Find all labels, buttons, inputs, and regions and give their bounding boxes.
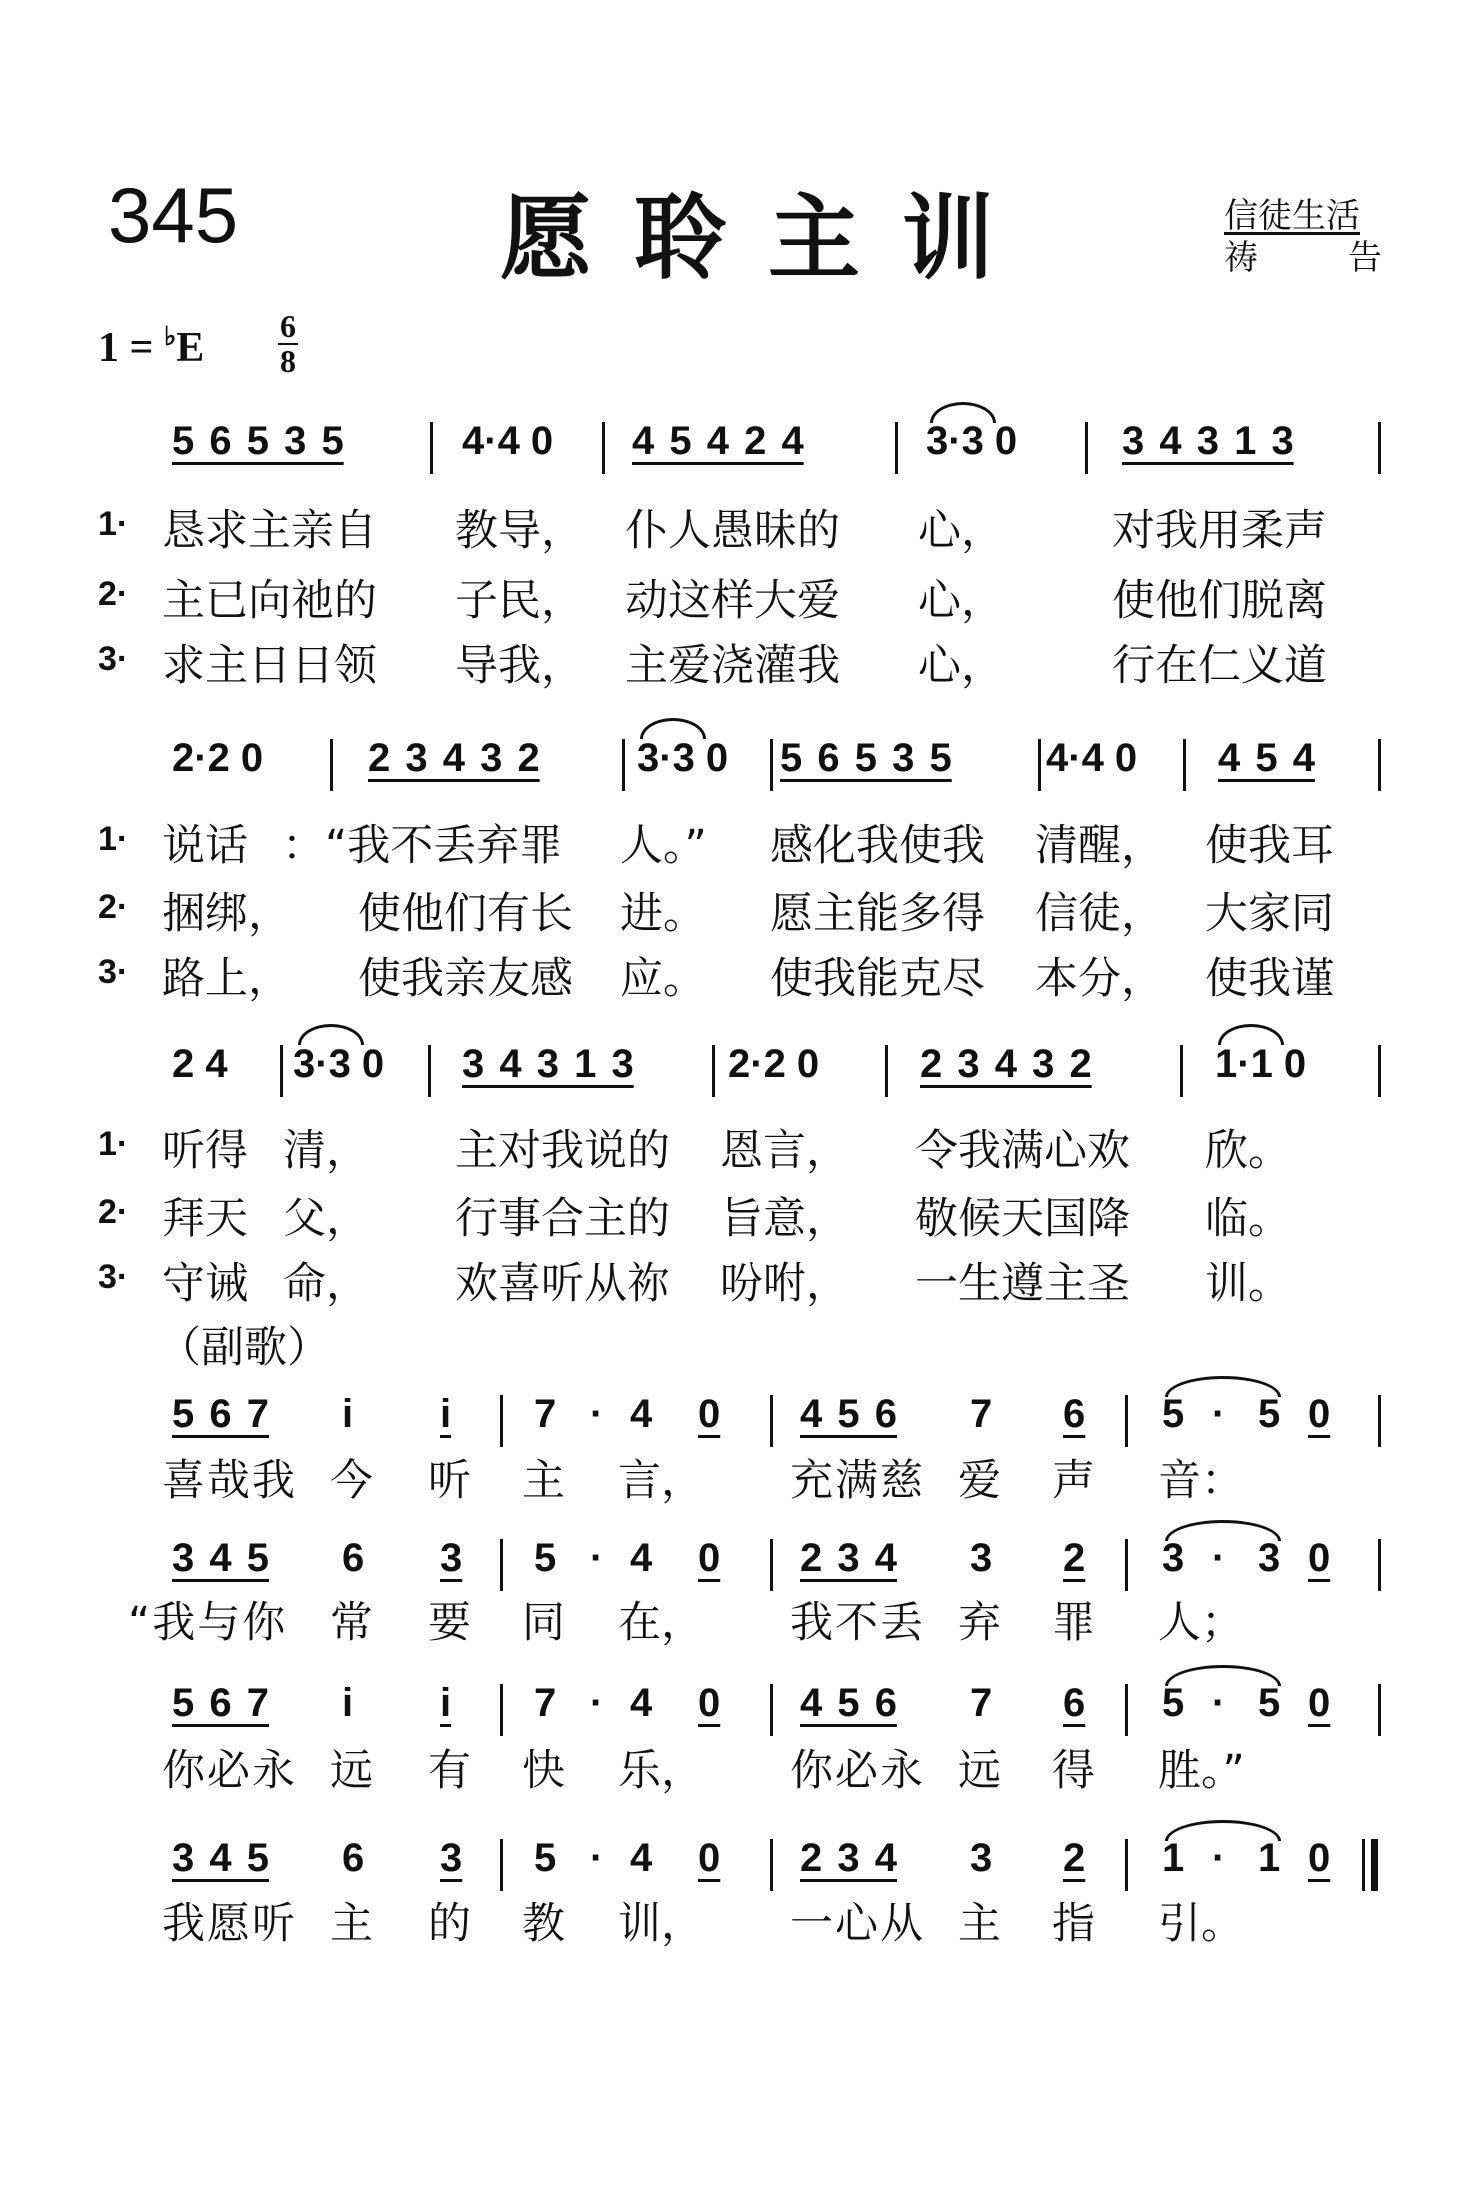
lyric-segment: 进。	[620, 889, 706, 939]
final-barline-thick	[1371, 1839, 1378, 1891]
lyric-segment: 爱	[958, 1456, 1001, 1506]
lyric-segment: 主	[330, 1899, 373, 1949]
flat-sign: ♭	[163, 322, 177, 351]
lyric-segment: 一生遵主圣	[915, 1259, 1130, 1309]
barline	[1125, 1684, 1128, 1736]
measure-notes: 2·2 0	[172, 736, 264, 780]
barline	[770, 1395, 773, 1447]
lyric-segment: 弃	[958, 1598, 1001, 1648]
measure-notes: 4·4 0	[1046, 736, 1138, 780]
lyric-segment: 求主日日领	[162, 641, 377, 691]
note: 4	[630, 1536, 653, 1580]
measure-notes: 5 6 7	[172, 1681, 269, 1725]
lyric-segment: 主已向祂的	[162, 576, 377, 626]
time-signature	[278, 310, 298, 378]
lyric-segment: 信徒，	[1035, 889, 1164, 939]
lyric-segment: 使他们有长	[358, 889, 573, 939]
lyric-segment: 清醒，	[1035, 821, 1164, 871]
lyric-segment: 我不丢	[790, 1598, 925, 1648]
lyric-segment: 教导，	[455, 506, 584, 556]
measure-notes: 1·1 0	[1215, 1042, 1307, 1086]
hymn-title: 愿聆主训	[500, 184, 1037, 292]
barline	[1125, 1395, 1128, 1447]
measure-notes: 2·2 0	[728, 1042, 820, 1086]
lyric-segment: 子民，	[455, 576, 584, 626]
lyric-segment: 要	[428, 1598, 471, 1648]
note: 7	[534, 1392, 557, 1436]
barline	[500, 1684, 503, 1736]
lyric-segment: 你必永	[790, 1746, 925, 1796]
note: 5	[1162, 1392, 1185, 1436]
hymn-subcategory	[1224, 230, 1382, 279]
lyric-segment: 对我用柔声	[1112, 506, 1327, 556]
note: i	[440, 1392, 452, 1436]
lyric-segment: 言，	[618, 1456, 704, 1506]
note: 5	[534, 1836, 557, 1880]
note: 6	[342, 1836, 365, 1880]
lyric-segment: 敬候天国降	[915, 1194, 1130, 1244]
lyric-segment: 听得	[162, 1126, 248, 1176]
lyric-segment: “我与你	[128, 1598, 288, 1648]
note: 0	[1308, 1681, 1331, 1725]
lyric-segment: 的	[428, 1899, 471, 1949]
barline	[330, 739, 333, 791]
barline	[770, 1539, 773, 1591]
note: 3	[1162, 1536, 1185, 1580]
lyric-segment: 一心从	[790, 1899, 925, 1949]
measure-notes: 3 4 3 1 3	[1122, 419, 1294, 463]
note: 0	[1308, 1836, 1331, 1880]
note: 3	[1258, 1536, 1281, 1580]
lyric-segment: 主爱浇灌我	[625, 641, 840, 691]
verse-number: 3·	[98, 640, 129, 678]
note: 0	[698, 1536, 721, 1580]
refrain-label: （副歌）	[158, 1323, 330, 1373]
lyric-segment: 吩咐，	[720, 1259, 849, 1309]
lyric-segment: 恩言，	[720, 1126, 849, 1176]
lyric-segment: 人；	[1158, 1598, 1244, 1648]
lyric-segment: 训。	[1205, 1259, 1291, 1309]
lyric-segment: 旨意，	[720, 1194, 849, 1244]
note: 0	[698, 1681, 721, 1725]
measure-notes: 5 6 7	[172, 1392, 269, 1436]
barline	[712, 1045, 715, 1097]
subcategory-right: 告	[1348, 238, 1382, 278]
lyric-segment: 心，	[918, 506, 1004, 556]
measure-notes: 5 6 5 3 5	[780, 736, 952, 780]
lyric-segment: 恳求主亲自	[162, 506, 377, 556]
note-dot: ·	[1212, 1536, 1226, 1580]
subcategory-left: 祷	[1224, 238, 1258, 278]
lyric-segment: 罪	[1052, 1598, 1095, 1648]
time-numerator: 6	[280, 308, 296, 344]
note: 5	[1258, 1392, 1281, 1436]
barline	[770, 1684, 773, 1736]
lyric-segment: 同	[522, 1598, 565, 1648]
lyric-segment: 欣。	[1205, 1126, 1291, 1176]
note: 3	[970, 1536, 993, 1580]
note: 2	[1063, 1536, 1086, 1580]
lyric-segment: 路上，	[162, 954, 291, 1004]
lyric-segment: 清，	[283, 1126, 369, 1176]
lyric-segment: 有	[428, 1746, 471, 1796]
lyric-segment: 快	[522, 1746, 565, 1796]
barline	[1038, 739, 1041, 791]
barline	[622, 739, 625, 791]
note: 5	[1258, 1681, 1281, 1725]
lyric-segment: 在，	[618, 1598, 704, 1648]
note-dot: ·	[590, 1836, 604, 1880]
lyric-segment: 教	[522, 1899, 565, 1949]
lyric-segment: 守诫	[162, 1259, 248, 1309]
lyric-segment: 临。	[1205, 1194, 1291, 1244]
measure-notes: 4 5 4 2 4	[632, 419, 804, 463]
lyric-segment: 使我谨	[1205, 954, 1334, 1004]
verse-number: 2·	[98, 1193, 129, 1231]
lyric-segment: 心，	[918, 641, 1004, 691]
measure-notes: 3 4 3 1 3	[462, 1042, 634, 1086]
lyric-segment: 主	[958, 1899, 1001, 1949]
note-dot: ·	[590, 1681, 604, 1725]
lyric-segment: 远	[330, 1746, 373, 1796]
lyric-segment: 远	[958, 1746, 1001, 1796]
hymn-category: 信徒生活	[1224, 196, 1360, 236]
verse-number: 1·	[98, 1125, 129, 1163]
measure-notes: 2 3 4	[800, 1536, 897, 1580]
lyric-segment: 我愿听	[162, 1899, 297, 1949]
note: 3	[970, 1836, 993, 1880]
lyric-segment: 主对我说的	[455, 1126, 670, 1176]
lyric-segment: 导我，	[455, 641, 584, 691]
note: 5	[1162, 1681, 1185, 1725]
note: 1	[1258, 1836, 1281, 1880]
lyric-segment: 喜哉我	[162, 1456, 297, 1506]
note: 0	[1308, 1536, 1331, 1580]
note-dot: ·	[590, 1536, 604, 1580]
lyric-segment: 大家同	[1205, 889, 1334, 939]
measure-notes: 2 3 4 3 2	[368, 736, 540, 780]
lyric-segment: 胜。”	[1158, 1746, 1245, 1796]
barline	[500, 1539, 503, 1591]
barline	[885, 1045, 888, 1097]
barline	[1378, 1684, 1381, 1736]
verse-number: 3·	[98, 953, 129, 991]
lyric-segment: 父，	[283, 1194, 369, 1244]
measure-notes: 3 4 5	[172, 1536, 269, 1580]
lyric-segment: 你必永	[162, 1746, 297, 1796]
lyric-segment: 引。	[1158, 1899, 1244, 1949]
barline	[770, 1839, 773, 1891]
note: 7	[970, 1392, 993, 1436]
note: 0	[698, 1836, 721, 1880]
note: 3	[440, 1836, 463, 1880]
lyric-segment: 今	[330, 1456, 373, 1506]
lyric-segment: 动这样大爱	[625, 576, 840, 626]
lyric-segment: 使我能克尽	[770, 954, 985, 1004]
barline	[280, 1045, 283, 1097]
lyric-segment: 常	[330, 1598, 373, 1648]
note: 5	[534, 1536, 557, 1580]
hymn-number: 345	[108, 171, 239, 259]
note: 4	[630, 1392, 653, 1436]
measure-notes: 4·4 0	[462, 419, 554, 463]
verse-number: 2·	[98, 575, 129, 613]
measure-notes: 4 5 4	[1218, 736, 1315, 780]
lyric-segment: 感化我使我	[770, 821, 985, 871]
lyric-segment: 充满慈	[790, 1456, 925, 1506]
lyric-segment: 欢喜听从祢	[455, 1259, 670, 1309]
barline	[1378, 422, 1381, 474]
final-barline-thin	[1362, 1839, 1365, 1891]
time-denominator: 8	[280, 343, 296, 379]
barline	[500, 1839, 503, 1891]
lyric-segment: 使我亲友感	[358, 954, 573, 1004]
lyric-segment: 拜天	[162, 1194, 248, 1244]
note: 6	[1063, 1681, 1086, 1725]
key-prefix: 1 =	[98, 325, 154, 371]
note-dot: ·	[1212, 1836, 1226, 1880]
note: 4	[630, 1836, 653, 1880]
barline	[500, 1395, 503, 1447]
note: 6	[1063, 1392, 1086, 1436]
lyric-segment: 捆绑，	[162, 889, 291, 939]
note: i	[342, 1681, 354, 1725]
measure-notes: 2 3 4	[800, 1836, 897, 1880]
note-dot: ·	[590, 1392, 604, 1436]
barline	[1378, 739, 1381, 791]
lyric-segment: 愿主能多得	[770, 889, 985, 939]
note-dot: ·	[1212, 1681, 1226, 1725]
note-dot: ·	[1212, 1392, 1226, 1436]
measure-notes: 5 6 5 3 5	[172, 419, 344, 463]
note: 7	[534, 1681, 557, 1725]
barline	[1378, 1539, 1381, 1591]
note: 0	[698, 1392, 721, 1436]
barline	[770, 739, 773, 791]
verse-number: 1·	[98, 820, 129, 858]
lyric-segment: 音：	[1158, 1456, 1244, 1506]
lyric-segment: 得	[1052, 1746, 1095, 1796]
barline	[602, 422, 605, 474]
barline	[895, 422, 898, 474]
lyric-segment: 声	[1052, 1456, 1095, 1506]
note: 2	[1063, 1836, 1086, 1880]
note: i	[440, 1681, 452, 1725]
measure-notes: 3·3 0	[637, 736, 729, 780]
lyric-segment: 本分，	[1035, 954, 1164, 1004]
lyric-segment: 应。	[620, 954, 706, 1004]
lyric-segment: 乐，	[618, 1746, 704, 1796]
note: 7	[970, 1681, 993, 1725]
barline	[1125, 1839, 1128, 1891]
note: 3	[440, 1536, 463, 1580]
barline	[428, 1045, 431, 1097]
lyric-segment: 主	[522, 1456, 565, 1506]
lyric-segment: 心，	[918, 576, 1004, 626]
lyric-segment: 使他们脱离	[1112, 576, 1327, 626]
verse-number: 1·	[98, 505, 129, 543]
lyric-segment: 行在仁义道	[1112, 641, 1327, 691]
barline	[1378, 1045, 1381, 1097]
note: i	[342, 1392, 354, 1436]
note: 4	[630, 1681, 653, 1725]
verse-number: 2·	[98, 888, 129, 926]
measure-notes: 2 3 4 3 2	[920, 1042, 1092, 1086]
lyric-segment: 仆人愚昧的	[625, 506, 840, 556]
barline	[1085, 422, 1088, 474]
lyric-segment: 指	[1052, 1899, 1095, 1949]
barline	[1183, 739, 1186, 791]
key-letter: E	[176, 325, 205, 371]
measure-notes: 3·3 0	[926, 419, 1018, 463]
measure-notes: 3 4 5	[172, 1836, 269, 1880]
lyric-segment: 使我耳	[1205, 821, 1334, 871]
measure-notes: 3·3 0	[293, 1042, 385, 1086]
verse-number: 3·	[98, 1258, 129, 1296]
lyric-segment: 命，	[283, 1259, 369, 1309]
measure-notes: 2 4	[172, 1042, 228, 1086]
lyric-segment: 令我满心欢	[915, 1126, 1130, 1176]
barline	[1180, 1045, 1183, 1097]
barline	[1125, 1539, 1128, 1591]
barline	[1378, 1395, 1381, 1447]
key-signature	[98, 322, 204, 372]
lyric-segment: 行事合主的	[455, 1194, 670, 1244]
lyric-segment: 训，	[618, 1899, 704, 1949]
lyric-segment: ：“我不丢弃罪	[282, 821, 563, 871]
note: 6	[342, 1536, 365, 1580]
lyric-segment: 人。”	[620, 821, 707, 871]
lyric-segment: 说话	[162, 821, 248, 871]
measure-notes: 4 5 6	[800, 1681, 897, 1725]
barline	[430, 422, 433, 474]
note: 1	[1162, 1836, 1185, 1880]
lyric-segment: 听	[428, 1456, 471, 1506]
measure-notes: 4 5 6	[800, 1392, 897, 1436]
note: 0	[1308, 1392, 1331, 1436]
